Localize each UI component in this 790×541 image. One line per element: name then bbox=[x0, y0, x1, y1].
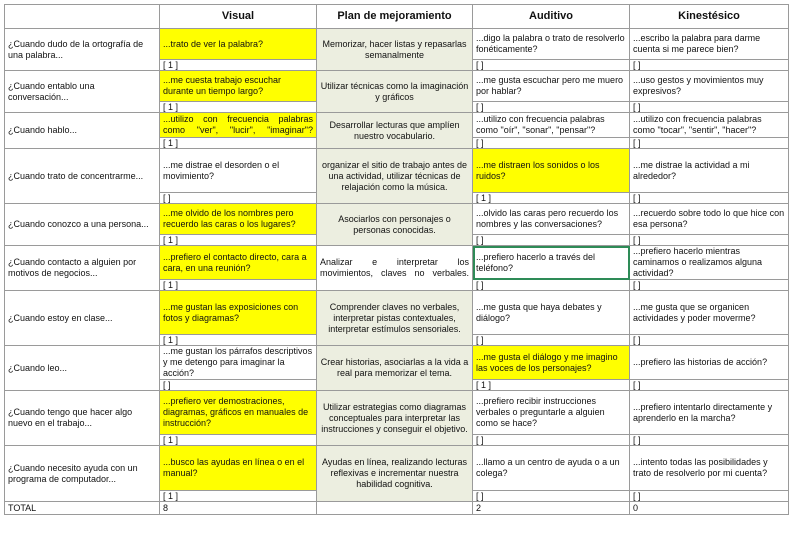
plan-cell[interactable]: Analizar e interpretar los movimientos, claves no verbales. bbox=[317, 246, 473, 291]
question-row bbox=[5, 204, 789, 235]
auditivo-cell[interactable]: ...me gusta escuchar pero me muero por hablar? bbox=[473, 71, 630, 102]
visual-cell[interactable]: ...trato de ver la palabra? bbox=[160, 29, 317, 60]
question-cell[interactable]: ¿Cuando dudo de la ortografía de una palabra... bbox=[5, 29, 160, 71]
visual-mark[interactable]: [ 1 ] bbox=[160, 102, 317, 113]
kinestesico-mark[interactable]: [ ] bbox=[630, 335, 789, 346]
total-label[interactable]: TOTAL bbox=[5, 502, 160, 515]
question-cell[interactable]: ¿Cuando entablo una conversación... bbox=[5, 71, 160, 113]
question-cell[interactable]: ¿Cuando conozco a una persona... bbox=[5, 204, 160, 246]
auditivo-mark[interactable]: [ ] bbox=[473, 280, 630, 291]
kinestesico-mark[interactable]: [ ] bbox=[630, 60, 789, 71]
plan-cell[interactable]: Desarrollar lecturas que amplíen nuestro vocabulario. bbox=[317, 113, 473, 149]
question-row bbox=[5, 346, 789, 380]
auditivo-cell[interactable]: ...me gusta que haya debates y diálogo? bbox=[473, 291, 630, 335]
visual-cell[interactable]: ...prefiero el contacto directo, cara a cara, en una reunión? bbox=[160, 246, 317, 280]
visual-mark[interactable]: [ 1 ] bbox=[160, 138, 317, 149]
question-row bbox=[5, 71, 789, 102]
kinestesico-cell[interactable]: ...prefiero las historias de acción? bbox=[630, 346, 789, 380]
question-row bbox=[5, 29, 789, 60]
question-row bbox=[5, 291, 789, 335]
visual-mark[interactable]: [ 1 ] bbox=[160, 491, 317, 502]
question-cell[interactable]: ¿Cuando necesito ayuda con un programa de computador... bbox=[5, 446, 160, 502]
header-kinestesico[interactable]: Kinestésico bbox=[630, 5, 789, 29]
plan-cell[interactable]: Ayudas en línea, realizando lecturas reflexivas e incrementar nuestra habilidad cognitiva. bbox=[317, 446, 473, 502]
plan-cell[interactable]: Utilizar técnicas como la imaginación y gráficos bbox=[317, 71, 473, 113]
plan-cell[interactable]: Memorizar, hacer listas y repasarlas semanalmente bbox=[317, 29, 473, 71]
total-auditivo[interactable]: 2 bbox=[473, 502, 630, 515]
kinestesico-cell[interactable]: ...me gusta que se organicen actividades y poder moverme? bbox=[630, 291, 789, 335]
header-plan[interactable]: Plan de mejoramiento bbox=[317, 5, 473, 29]
question-cell[interactable]: ¿Cuando leo... bbox=[5, 346, 160, 391]
visual-mark[interactable]: [ 1 ] bbox=[160, 335, 317, 346]
visual-cell[interactable]: ...utilizo con frecuencia palabras como "ver", "lucir", "imaginar"? bbox=[160, 113, 317, 138]
auditivo-mark[interactable]: [ ] bbox=[473, 60, 630, 71]
kinestesico-cell[interactable]: ...prefiero intentarlo directamente y aprenderlo en la marcha? bbox=[630, 391, 789, 435]
kinestesico-mark[interactable]: [ ] bbox=[630, 193, 789, 204]
visual-cell[interactable]: ...me distrae el desorden o el movimiento? bbox=[160, 149, 317, 193]
total-row bbox=[5, 502, 789, 515]
total-kinestesico[interactable]: 0 bbox=[630, 502, 789, 515]
auditivo-mark[interactable]: [ ] bbox=[473, 491, 630, 502]
header-question[interactable] bbox=[5, 5, 160, 29]
auditivo-mark[interactable]: [ 1 ] bbox=[473, 380, 630, 391]
total-plan[interactable] bbox=[317, 502, 473, 515]
auditivo-cell[interactable]: ...prefiero recibir instrucciones verbales o preguntarle a alguien como se hace? bbox=[473, 391, 630, 435]
kinestesico-mark[interactable]: [ ] bbox=[630, 138, 789, 149]
visual-mark[interactable]: [ 1 ] bbox=[160, 435, 317, 446]
auditivo-mark[interactable]: [ 1 ] bbox=[473, 193, 630, 204]
visual-cell[interactable]: ...busco las ayudas en línea o en el manual? bbox=[160, 446, 317, 491]
question-row bbox=[5, 446, 789, 491]
question-cell[interactable]: ¿Cuando trato de concentrarme... bbox=[5, 149, 160, 204]
auditivo-mark[interactable]: [ ] bbox=[473, 138, 630, 149]
visual-mark[interactable]: [ 1 ] bbox=[160, 235, 317, 246]
visual-mark[interactable]: [ 1 ] bbox=[160, 280, 317, 291]
auditivo-cell[interactable]: ...digo la palabra o trato de resolverlo fonéticamente? bbox=[473, 29, 630, 60]
header-row bbox=[5, 5, 789, 29]
kinestesico-cell[interactable]: ...escribo la palabra para darme cuenta si me parece bien? bbox=[630, 29, 789, 60]
auditivo-mark[interactable]: [ ] bbox=[473, 102, 630, 113]
kinestesico-cell[interactable]: ...intento todas las posibilidades y trato de resolverlo por mi cuenta? bbox=[630, 446, 789, 491]
question-row bbox=[5, 246, 789, 280]
question-row bbox=[5, 149, 789, 193]
visual-cell[interactable]: ...prefiero ver demostraciones, diagramas, gráficos en manuales de instrucción? bbox=[160, 391, 317, 435]
plan-cell[interactable]: Utilizar estrategias como diagramas conceptuales para interpretar las instrucciones y conseguir el objetivo. bbox=[317, 391, 473, 446]
kinestesico-cell[interactable]: ...prefiero hacerlo mientras caminamos o realizamos alguna actividad? bbox=[630, 246, 789, 280]
plan-cell[interactable]: Crear historias, asociarlas a la vida a real para memorizar el tema. bbox=[317, 346, 473, 391]
visual-mark[interactable]: [ ] bbox=[160, 193, 317, 204]
visual-mark[interactable]: [ 1 ] bbox=[160, 60, 317, 71]
auditivo-cell[interactable]: ...utilizo con frecuencia palabras como "oír", "sonar", "pensar"? bbox=[473, 113, 630, 138]
visual-cell[interactable]: ...me olvido de los nombres pero recuerdo las caras o los lugares? bbox=[160, 204, 317, 235]
auditivo-mark[interactable]: [ ] bbox=[473, 235, 630, 246]
plan-cell[interactable]: Comprender claves no verbales, interpretar pistas contextuales, interpretar estímulos sensoriales. bbox=[317, 291, 473, 346]
kinestesico-mark[interactable]: [ ] bbox=[630, 380, 789, 391]
kinestesico-mark[interactable]: [ ] bbox=[630, 280, 789, 291]
auditivo-cell[interactable]: ...olvido las caras pero recuerdo los nombres y las conversaciones? bbox=[473, 204, 630, 235]
kinestesico-cell[interactable]: ...me distrae la actividad a mi alrededor? bbox=[630, 149, 789, 193]
kinestesico-mark[interactable]: [ ] bbox=[630, 491, 789, 502]
auditivo-mark[interactable]: [ ] bbox=[473, 435, 630, 446]
header-visual[interactable]: Visual bbox=[160, 5, 317, 29]
visual-cell[interactable]: ...me gustan los párrafos descriptivos y me detengo para imaginar la acción? bbox=[160, 346, 317, 380]
visual-cell[interactable]: ...me gustan las exposiciones con fotos y diagramas? bbox=[160, 291, 317, 335]
auditivo-cell[interactable]: ...me gusta el diálogo y me imagino las voces de los personajes? bbox=[473, 346, 630, 380]
auditivo-mark[interactable]: [ ] bbox=[473, 335, 630, 346]
question-cell[interactable]: ¿Cuando contacto a alguien por motivos de negocios... bbox=[5, 246, 160, 291]
question-row bbox=[5, 113, 789, 138]
plan-cell[interactable]: organizar el sitio de trabajo antes de una actividad, utilizar técnicas de relajación como la música. bbox=[317, 149, 473, 204]
kinestesico-cell[interactable]: ...utilizo con frecuencia palabras como "tocar", "sentir", "hacer"? bbox=[630, 113, 789, 138]
kinestesico-cell[interactable]: ...uso gestos y movimientos muy expresivos? bbox=[630, 71, 789, 102]
question-cell[interactable]: ¿Cuando estoy en clase... bbox=[5, 291, 160, 346]
learning-styles-table bbox=[4, 4, 789, 515]
auditivo-cell[interactable]: ...me distraen los sonidos o los ruidos? bbox=[473, 149, 630, 193]
kinestesico-cell[interactable]: ...recuerdo sobre todo lo que hice con esa persona? bbox=[630, 204, 789, 235]
kinestesico-mark[interactable]: [ ] bbox=[630, 235, 789, 246]
total-visual[interactable]: 8 bbox=[160, 502, 317, 515]
question-cell[interactable]: ¿Cuando hablo... bbox=[5, 113, 160, 149]
kinestesico-mark[interactable]: [ ] bbox=[630, 435, 789, 446]
visual-cell[interactable]: ...me cuesta trabajo escuchar durante un tiempo largo? bbox=[160, 71, 317, 102]
auditivo-cell[interactable]: ...llamo a un centro de ayuda o a un colega? bbox=[473, 446, 630, 491]
question-row bbox=[5, 391, 789, 435]
auditivo-cell-selected[interactable]: ...prefiero hacerlo a través del teléfono? bbox=[473, 246, 630, 280]
plan-cell[interactable]: Asociarlos con personajes o personas conocidas. bbox=[317, 204, 473, 246]
question-cell[interactable]: ¿Cuando tengo que hacer algo nuevo en el trabajo... bbox=[5, 391, 160, 446]
kinestesico-mark[interactable]: [ ] bbox=[630, 102, 789, 113]
header-auditivo[interactable]: Auditivo bbox=[473, 5, 630, 29]
visual-mark[interactable]: [ ] bbox=[160, 380, 317, 391]
